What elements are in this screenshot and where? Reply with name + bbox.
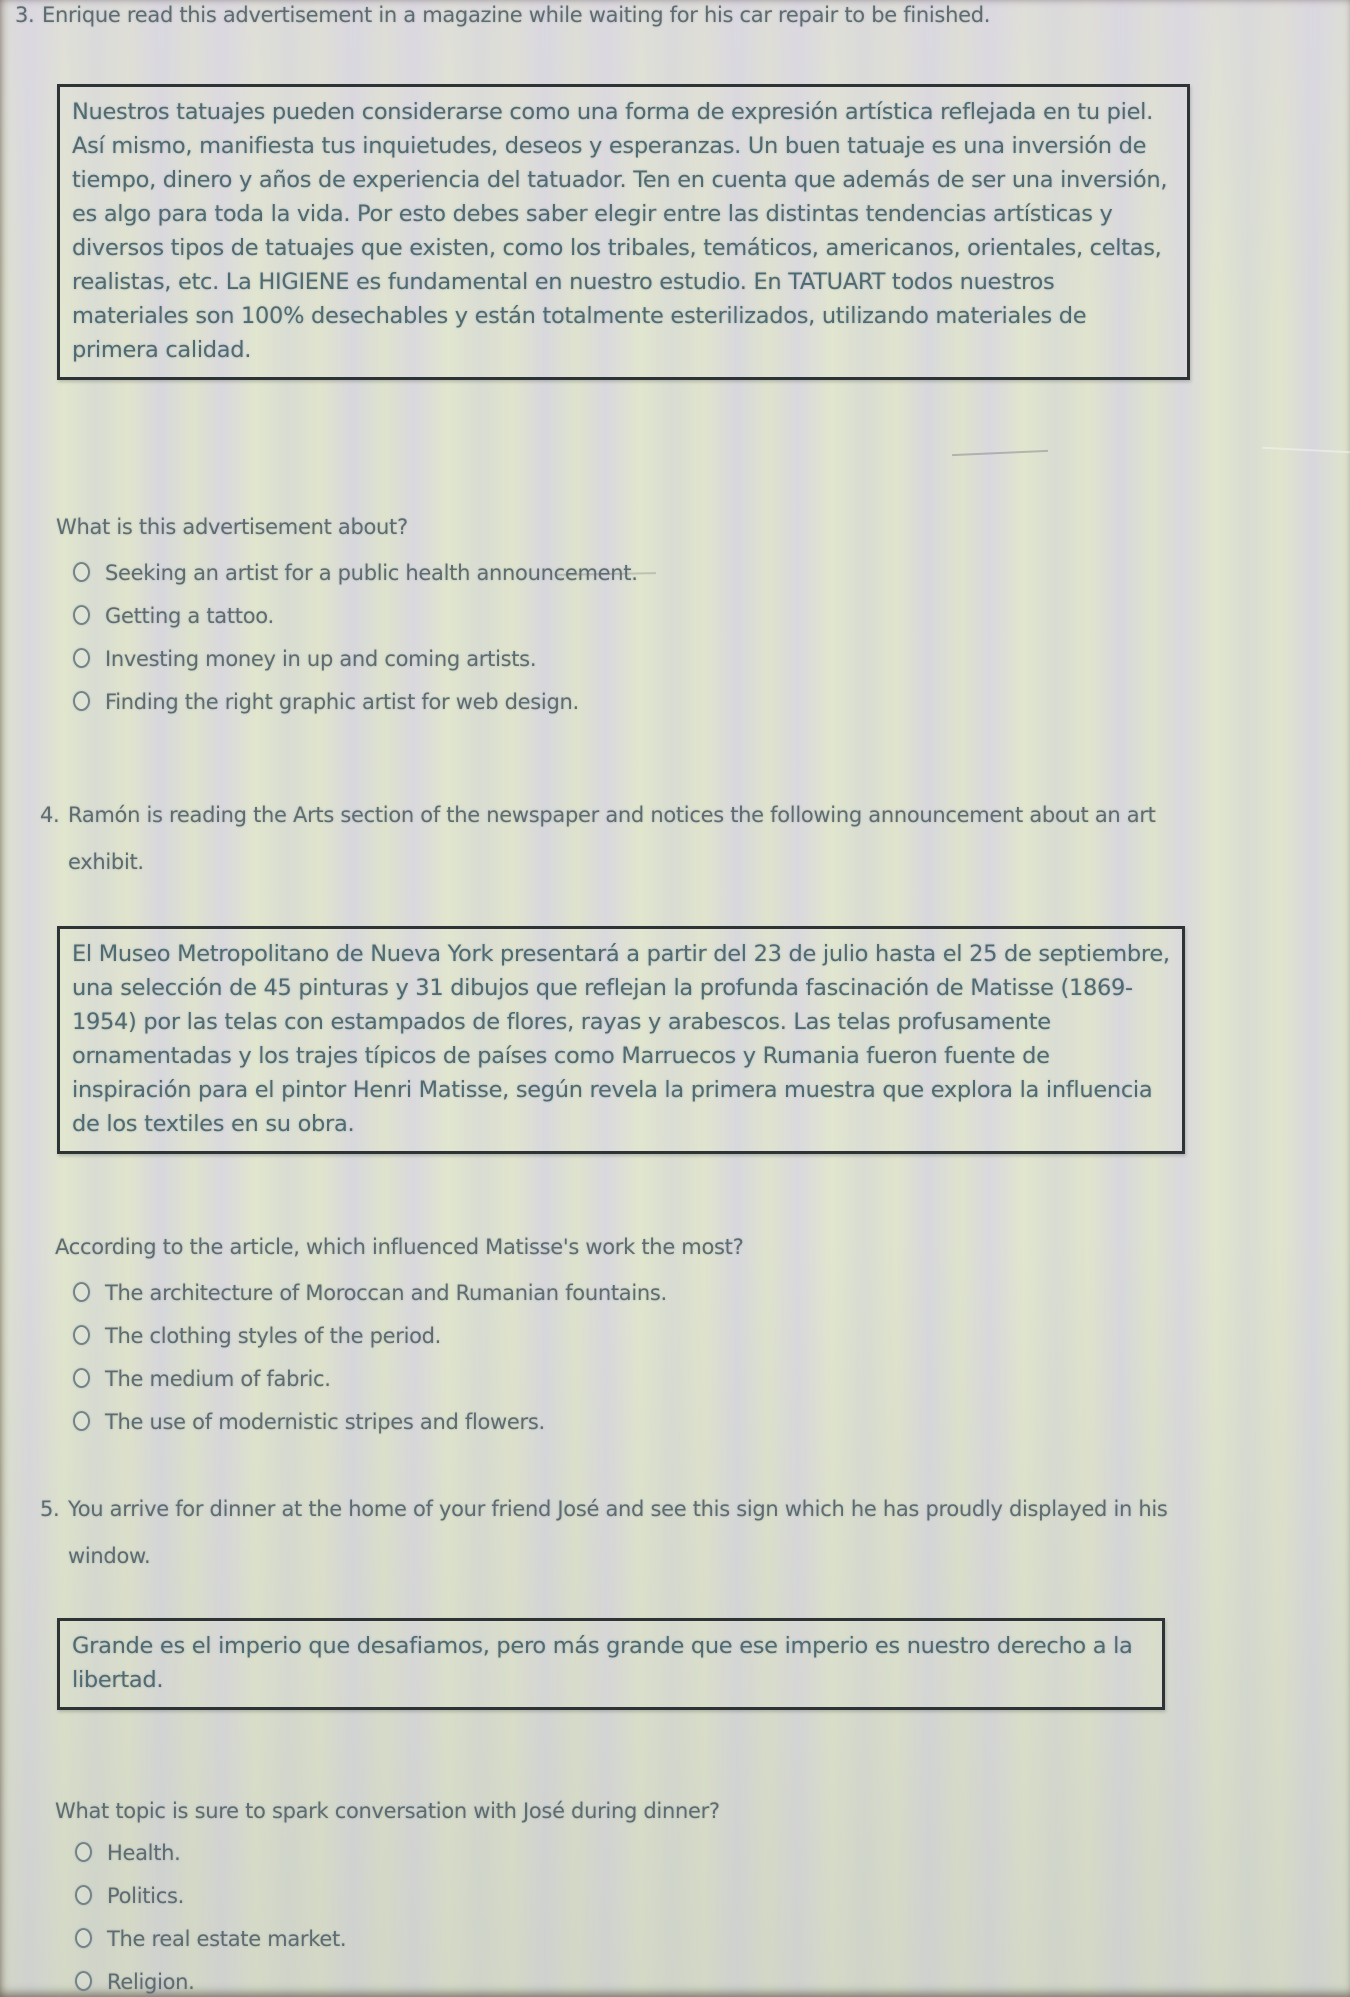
passage-box-window-sign (57, 1618, 1165, 1710)
answer-option-label[interactable]: Health. (107, 1841, 181, 1865)
radio-button[interactable] (73, 1368, 90, 1388)
answer-option[interactable] (73, 1364, 667, 1394)
radio-button[interactable] (75, 1971, 92, 1991)
question-intro-text: You arrive for dinner at the home of your friend José and see this sign which he has proudly displayed in his window. (68, 1497, 1168, 1568)
radio-button[interactable] (73, 1282, 90, 1302)
answer-option[interactable] (73, 1278, 667, 1308)
answer-option-label[interactable]: Investing money in up and coming artists. (105, 647, 537, 671)
answer-option-label[interactable]: The use of modernistic stripes and flowers. (105, 1410, 545, 1434)
passage-text: El Museo Metropolitano de Nueva York presentará a partir del 23 de julio hasta el 25 de septiembre, una selección de 45 pinturas y 31 dibujos que reflejan la profunda fascinación de Matisse (1869-1954) por las telas con estampados de flores, rayas y arabescos. Las telas profusamente ornamentadas y los trajes típicos de países como Marruecos y Rumania fueron fuente de inspiración para el pintor Henri Matisse, según revela la primera muestra que explora la influencia de los textiles en su obra. (72, 941, 1170, 1137)
answer-option[interactable] (73, 1321, 667, 1351)
radio-button[interactable] (75, 1928, 92, 1948)
answer-option-label[interactable]: Politics. (107, 1884, 184, 1908)
answer-option-label[interactable]: Finding the right graphic artist for web design. (105, 690, 579, 714)
radio-button[interactable] (73, 605, 90, 625)
answer-option-label[interactable]: The architecture of Moroccan and Rumanian fountains. (105, 1281, 667, 1305)
answer-option-label[interactable]: The real estate market. (107, 1927, 347, 1951)
question-number: 3. (15, 3, 35, 27)
answer-option[interactable] (73, 687, 638, 717)
radio-button[interactable] (75, 1885, 92, 1905)
question-3-prompt: What is this advertisement about? (56, 515, 408, 539)
radio-button[interactable] (73, 1411, 90, 1431)
passage-text: Grande es el imperio que desafiamos, pero más grande que ese imperio es nuestro derecho a la libertad. (72, 1633, 1133, 1693)
question-number: 5. (40, 1497, 60, 1521)
question-4-intro (40, 792, 1225, 886)
answer-option-label[interactable]: Seeking an artist for a public health announcement. (105, 561, 638, 585)
photo-crease (952, 450, 1048, 456)
radio-button[interactable] (73, 562, 90, 582)
passage-text: Nuestros tatuajes pueden considerarse como una forma de expresión artística reflejada en tu piel. Así mismo, manifiesta tus inquietudes, deseos y esperanzas. Un buen tatuaje es una inversión de tiempo, dinero y años de experiencia del tatuador. Ten en cuenta que además de ser una inversión, es algo para toda la vida. Por esto debes saber elegir entre las distintas tendencias artísticas y diversos tipos de tatuajes que existen, como los tribales, temáticos, americanos, orientales, celtas, realistas, etc. La HIGIENE es fundamental en nuestro estudio. En TATUART todos nuestros materiales son 100% desechables y están totalmente esterilizados, utilizando materiales de primera calidad. (72, 99, 1168, 363)
question-number: 4. (40, 803, 60, 827)
radio-button[interactable] (73, 691, 90, 711)
answer-option[interactable] (73, 1407, 667, 1437)
question-3-intro (15, 0, 1315, 39)
radio-button[interactable] (73, 648, 90, 668)
question-5-prompt: What topic is sure to spark conversation with José during dinner? (55, 1799, 720, 1823)
answer-option[interactable] (73, 558, 638, 588)
passage-box-museum-announcement (57, 926, 1185, 1154)
radio-button[interactable] (75, 1842, 92, 1862)
radio-button[interactable] (73, 1325, 90, 1345)
question-3-options (73, 558, 638, 717)
passage-box-tattoo-ad (57, 84, 1190, 380)
answer-option[interactable] (73, 644, 638, 674)
question-intro-text: Enrique read this advertisement in a magazine while waiting for his car repair to be finished. (42, 3, 991, 27)
question-4-options (73, 1278, 667, 1437)
answer-option-label[interactable]: The clothing styles of the period. (105, 1324, 442, 1348)
answer-option[interactable] (75, 1967, 346, 1997)
answer-option[interactable] (75, 1838, 346, 1868)
answer-option-label[interactable]: The medium of fabric. (105, 1367, 331, 1391)
question-4-prompt: According to the article, which influenced Matisse's work the most? (55, 1235, 744, 1259)
question-intro-text: Ramón is reading the Arts section of the newspaper and notices the following announcement about an art exhibit. (68, 803, 1156, 874)
question-5-intro (40, 1486, 1225, 1580)
answer-option[interactable] (73, 601, 638, 631)
question-5-options (75, 1838, 346, 1997)
answer-option-label[interactable]: Religion. (107, 1970, 195, 1994)
photo-crease (1262, 447, 1350, 454)
answer-option-label[interactable]: Getting a tattoo. (105, 604, 274, 628)
answer-option[interactable] (75, 1924, 346, 1954)
answer-option[interactable] (75, 1881, 346, 1911)
